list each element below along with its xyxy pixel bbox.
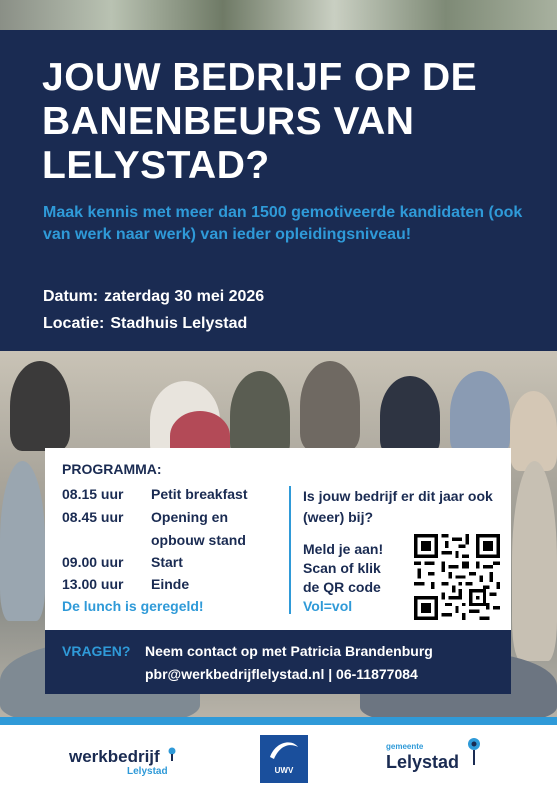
werkbedrijf-name: werkbedrijf — [69, 747, 160, 766]
program-item — [62, 554, 183, 570]
program-activity: Petit breakfast — [151, 486, 248, 502]
contact-email-phone[interactable]: pbr@werkbedrijflelystad.nl | 06-11877084 — [145, 666, 418, 682]
program-time: 13.00 uur — [62, 576, 124, 592]
gemeente-lelystad-logo — [386, 742, 460, 772]
date-line — [43, 288, 264, 306]
lelystad-mark-icon — [464, 737, 484, 767]
program-time: 09.00 uur — [62, 554, 124, 570]
top-photo-strip — [0, 0, 557, 30]
accent-stripe — [0, 717, 557, 725]
program-time: 08.45 uur — [62, 509, 124, 525]
program-title: PROGRAMMA: — [62, 461, 162, 477]
date-value: zaterdag 30 mei 2026 — [104, 288, 265, 305]
program-activity: Start — [151, 554, 183, 570]
location-label: Locatie: — [43, 315, 105, 332]
location-value: Stadhuis Lelystad — [110, 315, 248, 332]
uwv-name: UWV — [274, 766, 294, 775]
werkbedrijf-sub: Lelystad — [127, 766, 168, 777]
date-label: Datum: — [43, 288, 99, 305]
contact-person: Neem contact op met Patricia Brandenburg — [145, 643, 433, 659]
uwv-swoosh-icon — [260, 735, 308, 765]
signup-cta — [303, 540, 413, 597]
program-activity: Opening en — [151, 509, 228, 525]
lunch-note: De lunch is geregeld! — [62, 598, 204, 614]
subtitle: Maak kennis met meer dan 1500 gemotiveerde kandidaten (ook van werk naar werk) van ieder opleidingsniveau! — [43, 204, 523, 243]
gemeente-name: Lelystad — [386, 752, 460, 772]
werkbedrijf-logo — [69, 747, 178, 777]
column-divider — [289, 486, 291, 614]
footer — [0, 725, 557, 792]
program-activity: Einde — [151, 576, 190, 592]
contact-bar — [45, 630, 511, 694]
contact-label: VRAGEN? — [62, 643, 131, 659]
werkbedrijf-mark-icon — [166, 747, 178, 761]
qr-code-icon[interactable] — [414, 534, 500, 620]
cta-line: Meld je aan! — [303, 541, 384, 557]
program-time: 08.15 uur — [62, 486, 124, 502]
program-item — [62, 576, 189, 592]
program-item — [62, 532, 246, 548]
page-title: JOUW BEDRIJF OP DE BANENBEURS VAN LELYSTAD? — [42, 56, 478, 187]
program-panel — [45, 448, 511, 630]
gemeente-label: gemeente — [386, 742, 424, 751]
program-item — [62, 486, 247, 502]
program-activity: opbouw stand — [151, 532, 246, 548]
signup-question: Is jouw bedrijf er dit jaar ook (weer) bij? — [303, 488, 493, 525]
program-item — [62, 509, 228, 525]
capacity-note: Vol=vol — [303, 598, 353, 614]
uwv-logo — [260, 735, 308, 783]
cta-line: Scan of klik — [303, 560, 381, 576]
cta-line: de QR code — [303, 579, 381, 595]
location-line — [43, 315, 247, 333]
